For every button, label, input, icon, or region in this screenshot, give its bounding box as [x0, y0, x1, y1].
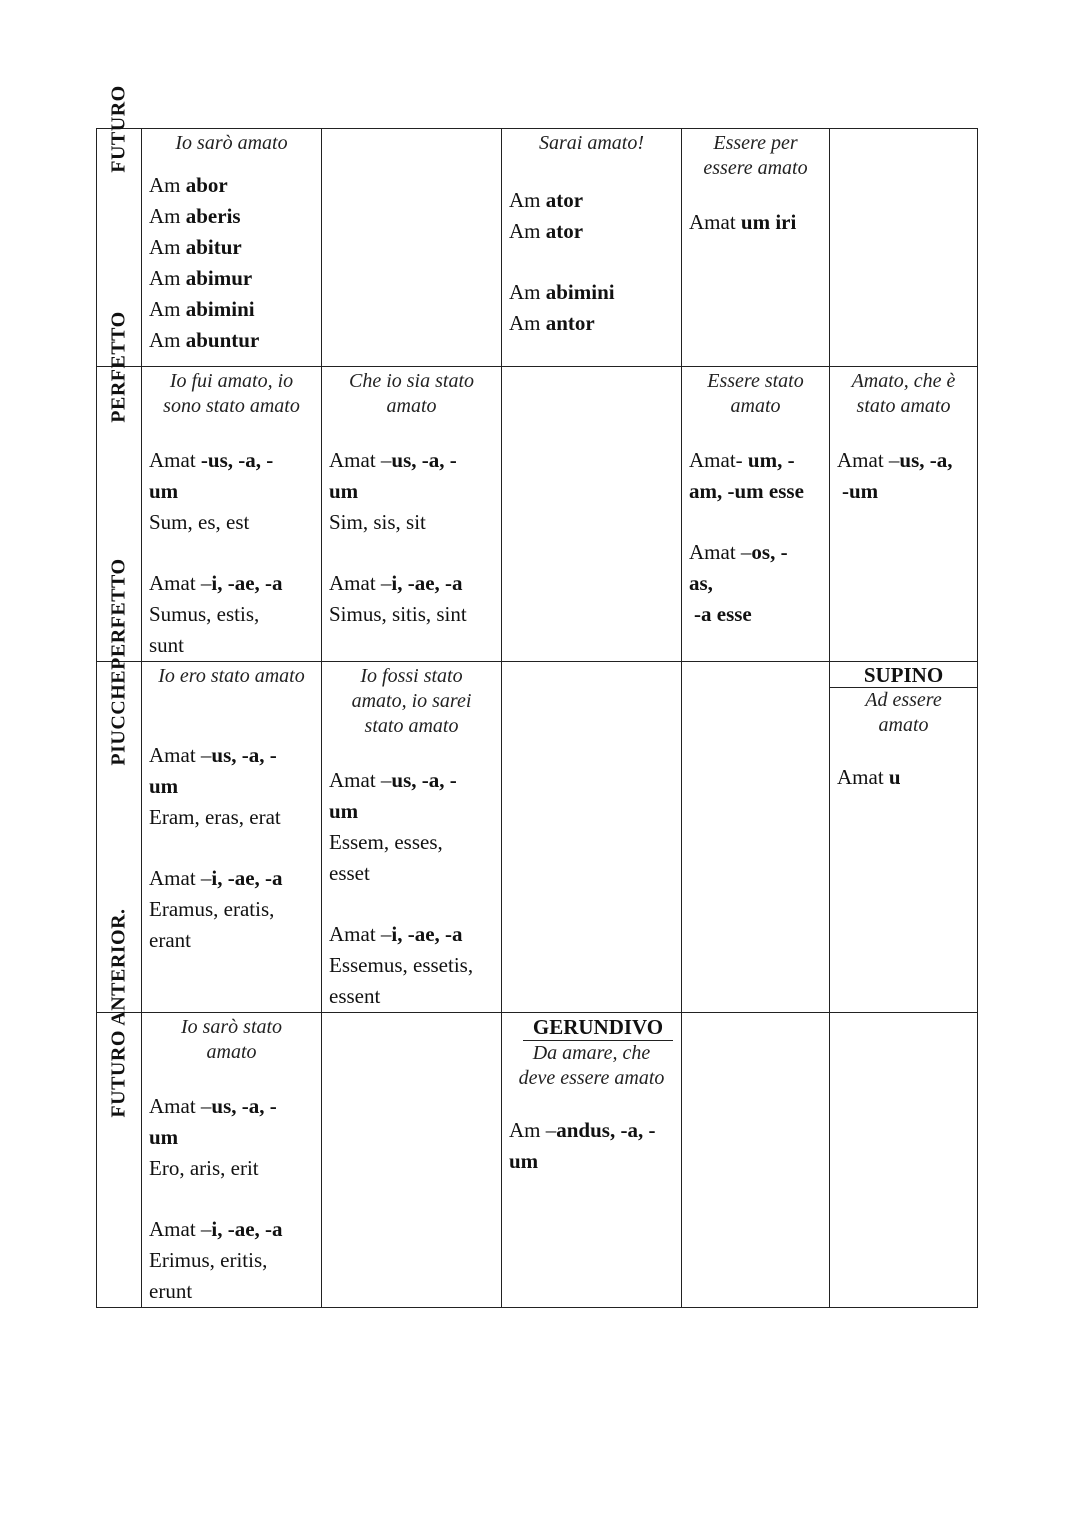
form-line: Amat -us, -a, -	[149, 448, 274, 472]
form-line: as,	[689, 571, 713, 595]
form-line: Essem, esses,	[329, 830, 443, 854]
meaning: amato	[730, 395, 781, 417]
form-line: erunt	[149, 1279, 193, 1303]
cell-futuro-anteriore-participio	[830, 1013, 978, 1308]
form-line: Amat –i, -ae, -a	[149, 571, 283, 595]
row-futuro-anteriore	[97, 1013, 978, 1308]
gerundivo-title: GERUNDIVO	[523, 1015, 673, 1041]
meaning: Io sarò amato	[175, 132, 288, 154]
form-line: um	[329, 799, 359, 823]
form-line: Amat –i, -ae, -a	[149, 1217, 283, 1241]
form-line: um	[149, 1125, 179, 1149]
form-line: Amat um iri	[689, 210, 797, 234]
form-line: Amat –us, -a,	[837, 448, 953, 472]
form-line: Am abimur	[149, 266, 253, 290]
meaning: amato	[206, 1041, 257, 1063]
cell-perfetto-congiuntivo	[322, 367, 502, 662]
form-line: Am antor	[509, 311, 595, 335]
cell-futuro-participio	[830, 129, 978, 367]
meaning: Amato, che è	[851, 370, 956, 392]
form-line: Amat –us, -a, -	[149, 743, 277, 767]
form-line: Amat –i, -ae, -a	[149, 866, 283, 890]
form-line: sunt	[149, 633, 185, 657]
row-piuccheperfetto	[97, 662, 978, 1013]
cell-futuro-anteriore-infinito	[682, 1013, 830, 1308]
form-line: Am –andus, -a, -	[509, 1118, 656, 1142]
form-line: Am abimini	[509, 280, 615, 304]
meaning: Io fui amato, io	[169, 370, 294, 392]
form-line: Erimus, eritis,	[149, 1248, 268, 1272]
meaning: Io ero stato amato	[158, 665, 305, 687]
meaning: Essere stato	[707, 370, 804, 392]
form-line: Amat –us, -a, -	[329, 768, 457, 792]
row-perfetto	[97, 367, 978, 662]
form-line: Am aberis	[149, 204, 241, 228]
meaning: deve essere amato	[518, 1067, 665, 1089]
meaning: Ad essere	[865, 689, 942, 711]
meaning: Io sarò stato	[180, 1016, 283, 1038]
form-line: Sum, es, est	[149, 510, 250, 534]
row-futuro	[97, 129, 978, 367]
meaning: Da amare, che	[532, 1042, 651, 1064]
form-line: Simus, sitis, sint	[329, 602, 467, 626]
meaning: Io fossi stato	[360, 665, 463, 687]
form-line: esset	[329, 861, 370, 885]
meaning: sono stato amato	[163, 395, 300, 417]
row-label-perfetto: PERFETTO	[107, 311, 130, 423]
form-line: Essemus, essetis,	[329, 953, 474, 977]
form-line: Eramus, eratis,	[149, 897, 275, 921]
form-line: Amat –i, -ae, -a	[329, 922, 463, 946]
form-line: -a esse	[694, 602, 752, 626]
cell-futuro-infinito	[682, 129, 830, 367]
form-line: um	[329, 479, 359, 503]
form-line: Amat –os, -	[689, 540, 788, 564]
form-line: Am ator	[509, 219, 584, 243]
form-line: Amat- um, -	[689, 448, 795, 472]
supino-title: SUPINO	[830, 662, 977, 688]
meaning: essere amato	[703, 157, 808, 179]
cell-piuccheperfetto-indicativo	[142, 662, 322, 1013]
form-line: essent	[329, 984, 381, 1008]
cell-piuccheperfetto-infinito	[682, 662, 830, 1013]
cell-perfetto-participio	[830, 367, 978, 662]
meaning: amato, io sarei	[351, 690, 472, 712]
row-label-piuccheperfetto: PIUCCHEPERFETTO	[107, 558, 130, 766]
cell-piuccheperfetto-supino	[830, 662, 978, 1013]
form-line: Sim, sis, sit	[329, 510, 426, 534]
cell-piuccheperfetto-congiuntivo	[322, 662, 502, 1013]
form-line: Am abimini	[149, 297, 255, 321]
cell-futuro-anteriore-gerundivo	[502, 1013, 682, 1308]
conjugation-table	[96, 85, 978, 1308]
form-line: um	[509, 1149, 539, 1173]
form-line: Amat –us, -a, -	[329, 448, 457, 472]
meaning: stato amato	[856, 395, 951, 417]
form-line: Eram, eras, erat	[149, 805, 281, 829]
form-line: am, -um esse	[689, 479, 804, 503]
form-line: Amat –us, -a, -	[149, 1094, 277, 1118]
meaning: stato amato	[364, 715, 459, 737]
form-line: um	[149, 774, 179, 798]
cell-futuro-congiuntivo	[322, 129, 502, 367]
row-label-cell	[97, 908, 142, 1308]
form-line: Am abitur	[149, 235, 242, 259]
cell-futuro-imperativo	[502, 129, 682, 367]
cell-futuro-indicativo	[142, 129, 322, 367]
form-line: Am abuntur	[149, 328, 260, 352]
meaning: Che io sia stato	[348, 370, 474, 392]
form-line: Am ator	[509, 188, 584, 212]
meaning: Sarai amato!	[539, 132, 644, 154]
meaning: Essere per	[713, 132, 798, 154]
cell-piuccheperfetto-imperativo	[502, 662, 682, 1013]
form-line: Amat –i, -ae, -a	[329, 571, 463, 595]
form-line: um	[149, 479, 179, 503]
cell-futuro-anteriore-indicativo	[142, 1013, 322, 1308]
meaning: amato	[386, 395, 437, 417]
meaning: amato	[878, 714, 929, 736]
row-label-futuro-anteriore: FUTURO ANTERIOR.	[107, 908, 130, 1118]
form-line: erant	[149, 928, 191, 952]
form-line: Am abor	[149, 173, 228, 197]
cell-perfetto-indicativo	[142, 367, 322, 662]
form-line: Amat u	[837, 765, 901, 789]
cell-futuro-anteriore-congiuntivo	[322, 1013, 502, 1308]
cell-perfetto-infinito	[682, 367, 830, 662]
row-label-futuro: FUTURO	[107, 85, 130, 173]
cell-perfetto-imperativo	[502, 367, 682, 662]
form-line: Ero, aris, erit	[149, 1156, 259, 1180]
form-line: Sumus, estis,	[149, 602, 260, 626]
form-line: -um	[842, 479, 879, 503]
